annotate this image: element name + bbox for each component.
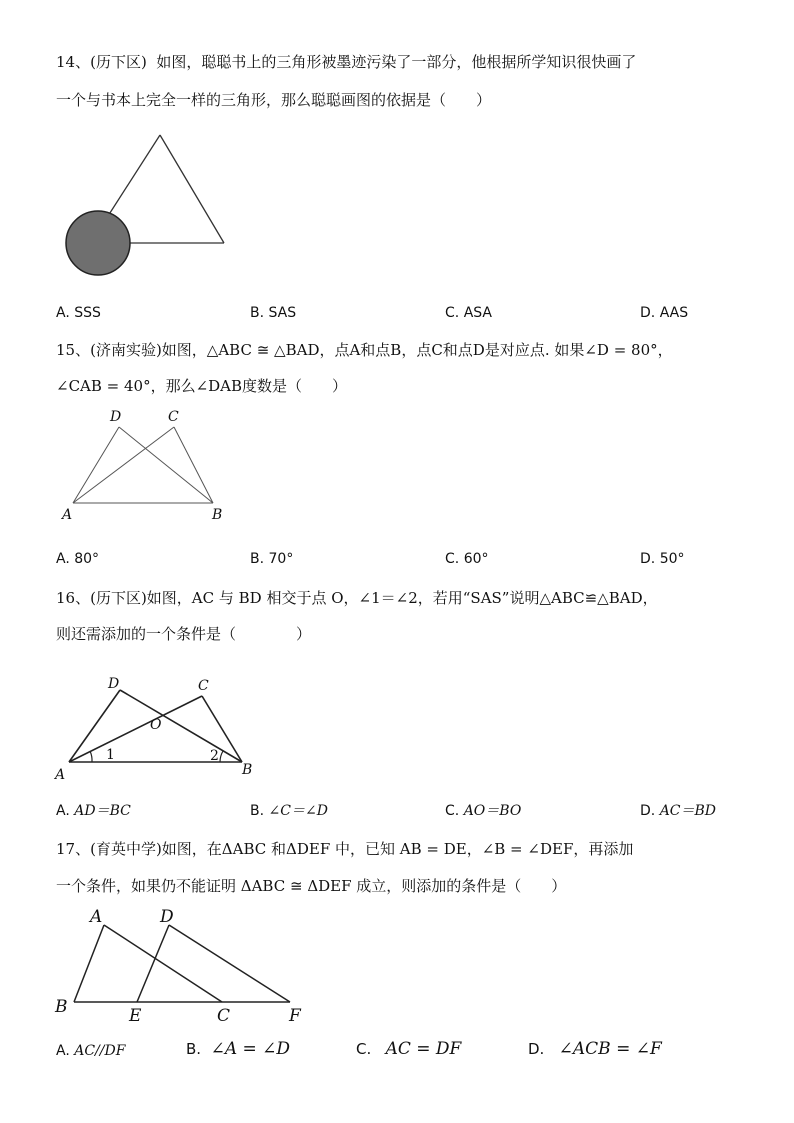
q14-option-b-text: SAS: [268, 305, 297, 321]
q15-figure: [60, 405, 240, 525]
q15-label-c: C: [168, 409, 179, 425]
q16-option-c-letter: C.: [445, 803, 460, 819]
q14-option-a-text: SSS: [74, 305, 101, 321]
q17-label-d: D: [160, 907, 174, 927]
q17-option-c-text: AC = DF: [385, 1039, 462, 1059]
q16-angle-2-arc: [220, 751, 223, 762]
q15-option-d[interactable]: [640, 550, 685, 568]
q14-triangle-side-left: [108, 135, 160, 216]
q14-option-a-letter: A.: [56, 305, 70, 321]
q16-text-line2: 则还需添加的一个条件是（ ）: [56, 625, 312, 643]
q16-option-b-text: ∠C＝∠D: [268, 803, 328, 819]
q16-segment-bd: [120, 690, 242, 762]
q15-label-d: D: [110, 409, 122, 425]
q16-angle-1-arc: [90, 751, 92, 762]
q16-label-c: C: [198, 678, 209, 694]
q17-option-c-letter: C.: [356, 1040, 372, 1058]
q16-label-angle-2: 2: [210, 748, 219, 764]
q15-segment-ac: [73, 427, 174, 503]
q15-segment-bc: [174, 427, 213, 503]
q17-option-d-letter: D.: [528, 1040, 545, 1058]
q14-stem-line1: [56, 52, 636, 72]
q14-option-b-letter: B.: [250, 305, 265, 321]
q17-number: 17、(育英中学): [56, 840, 162, 858]
q16-label-o: O: [150, 717, 162, 733]
q15-option-d-letter: D.: [640, 551, 656, 567]
q16-figure: [52, 670, 262, 790]
q17-segment-df: [169, 925, 290, 1002]
q17-label-b: B: [55, 997, 68, 1017]
q17-label-c: C: [217, 1006, 231, 1026]
q14-figure: [60, 130, 240, 280]
q17-option-d[interactable]: [528, 1040, 662, 1058]
q16-stem-line1: [56, 588, 658, 608]
q17-label-a: A: [90, 907, 103, 927]
q14-option-c-letter: C.: [445, 305, 460, 321]
q14-option-c[interactable]: [445, 304, 492, 322]
q15-option-b-text: 70°: [268, 551, 294, 567]
q16-number: 16、(历下区): [56, 589, 147, 607]
q16-text-line1: 如图，AC 与 BD 相交于点 O，∠1＝∠2，若用“SAS”说明△ABC≌△BAD，: [146, 589, 658, 607]
q15-stem-line1: [56, 340, 673, 360]
q16-option-b-letter: B.: [250, 803, 265, 819]
q14-number: 14、(历下区): [56, 53, 147, 71]
q17-option-b-text: ∠A = ∠D: [210, 1039, 291, 1059]
q16-option-a-text: AD＝BC: [74, 803, 131, 819]
q16-label-a: A: [55, 767, 66, 783]
q17-option-c[interactable]: [356, 1040, 461, 1058]
q15-option-d-text: 50°: [659, 551, 685, 567]
q16-option-b[interactable]: [250, 802, 328, 820]
q15-option-a-text: 80°: [74, 551, 100, 567]
q14-text-line1: 如图，聪聪书上的三角形被墨迹污染了一部分，他根据所学知识很快画了: [156, 53, 637, 71]
q15-option-a-letter: A.: [56, 551, 70, 567]
q15-segment-bd: [119, 427, 213, 503]
q17-stem-line1: [56, 839, 633, 859]
q17-text-line1: 如图，在ΔABC 和ΔDEF 中，已知 AB = DE，∠B = ∠DEF，再添加: [161, 840, 634, 858]
q16-option-d[interactable]: [640, 802, 716, 820]
q17-option-d-text: ∠ACB = ∠F: [558, 1039, 662, 1059]
q15-option-c[interactable]: [445, 550, 489, 568]
q16-option-a[interactable]: [56, 802, 131, 820]
q16-label-angle-1: 1: [106, 747, 115, 763]
q15-number: 15、(济南实验): [56, 341, 162, 359]
q15-option-c-text: 60°: [463, 551, 489, 567]
q14-text-line2: 一个与书本上完全一样的三角形，那么聪聪画图的依据是（ ）: [56, 91, 492, 109]
q17-label-f: F: [289, 1006, 301, 1026]
q16-option-d-text: AC＝BD: [659, 803, 717, 819]
q14-option-b[interactable]: [250, 304, 296, 322]
q17-option-a-text: AC//DF: [74, 1043, 126, 1059]
q14-option-a[interactable]: [56, 304, 101, 322]
q14-option-d[interactable]: [640, 304, 688, 322]
q17-label-e: E: [129, 1006, 142, 1026]
q17-figure: [52, 905, 322, 1030]
q17-text-line2: 一个条件，如果仍不能证明 ΔABC ≅ ΔDEF 成立，则添加的条件是（ ）: [56, 877, 567, 895]
q16-segment-ac: [69, 696, 202, 762]
q17-option-b-letter: B.: [186, 1040, 202, 1058]
q17-option-b[interactable]: [186, 1040, 290, 1058]
q17-segment-ac: [104, 925, 222, 1002]
q16-label-b: B: [242, 762, 253, 778]
q17-option-a-letter: A.: [56, 1043, 70, 1059]
q16-option-a-letter: A.: [56, 803, 70, 819]
q16-label-d: D: [108, 676, 120, 692]
q15-option-a[interactable]: [56, 550, 99, 568]
q15-segment-ad: [73, 427, 119, 503]
q14-option-d-letter: D.: [640, 305, 656, 321]
q16-option-c-text: AO＝BO: [463, 803, 522, 819]
q15-option-b[interactable]: [250, 550, 293, 568]
q15-option-c-letter: C.: [445, 551, 460, 567]
q14-ink-blot: [66, 211, 130, 275]
q15-text-line2: ∠CAB = 40°，那么∠DAB度数是（ ）: [56, 377, 348, 395]
q14-option-d-text: AAS: [659, 305, 689, 321]
q16-option-d-letter: D.: [640, 803, 656, 819]
q17-option-a[interactable]: [56, 1042, 125, 1060]
q17-segment-ba: [74, 925, 104, 1002]
q15-label-b: B: [212, 507, 223, 523]
q15-option-b-letter: B.: [250, 551, 265, 567]
q15-label-a: A: [62, 507, 73, 523]
q15-text-line1: 如图，△ABC ≅ △BAD，点A和点B，点C和点D是对应点. 如果∠D = 80°，: [161, 341, 673, 359]
q14-option-c-text: ASA: [463, 305, 492, 321]
q14-triangle-side-right: [160, 135, 224, 243]
q16-option-c[interactable]: [445, 802, 521, 820]
